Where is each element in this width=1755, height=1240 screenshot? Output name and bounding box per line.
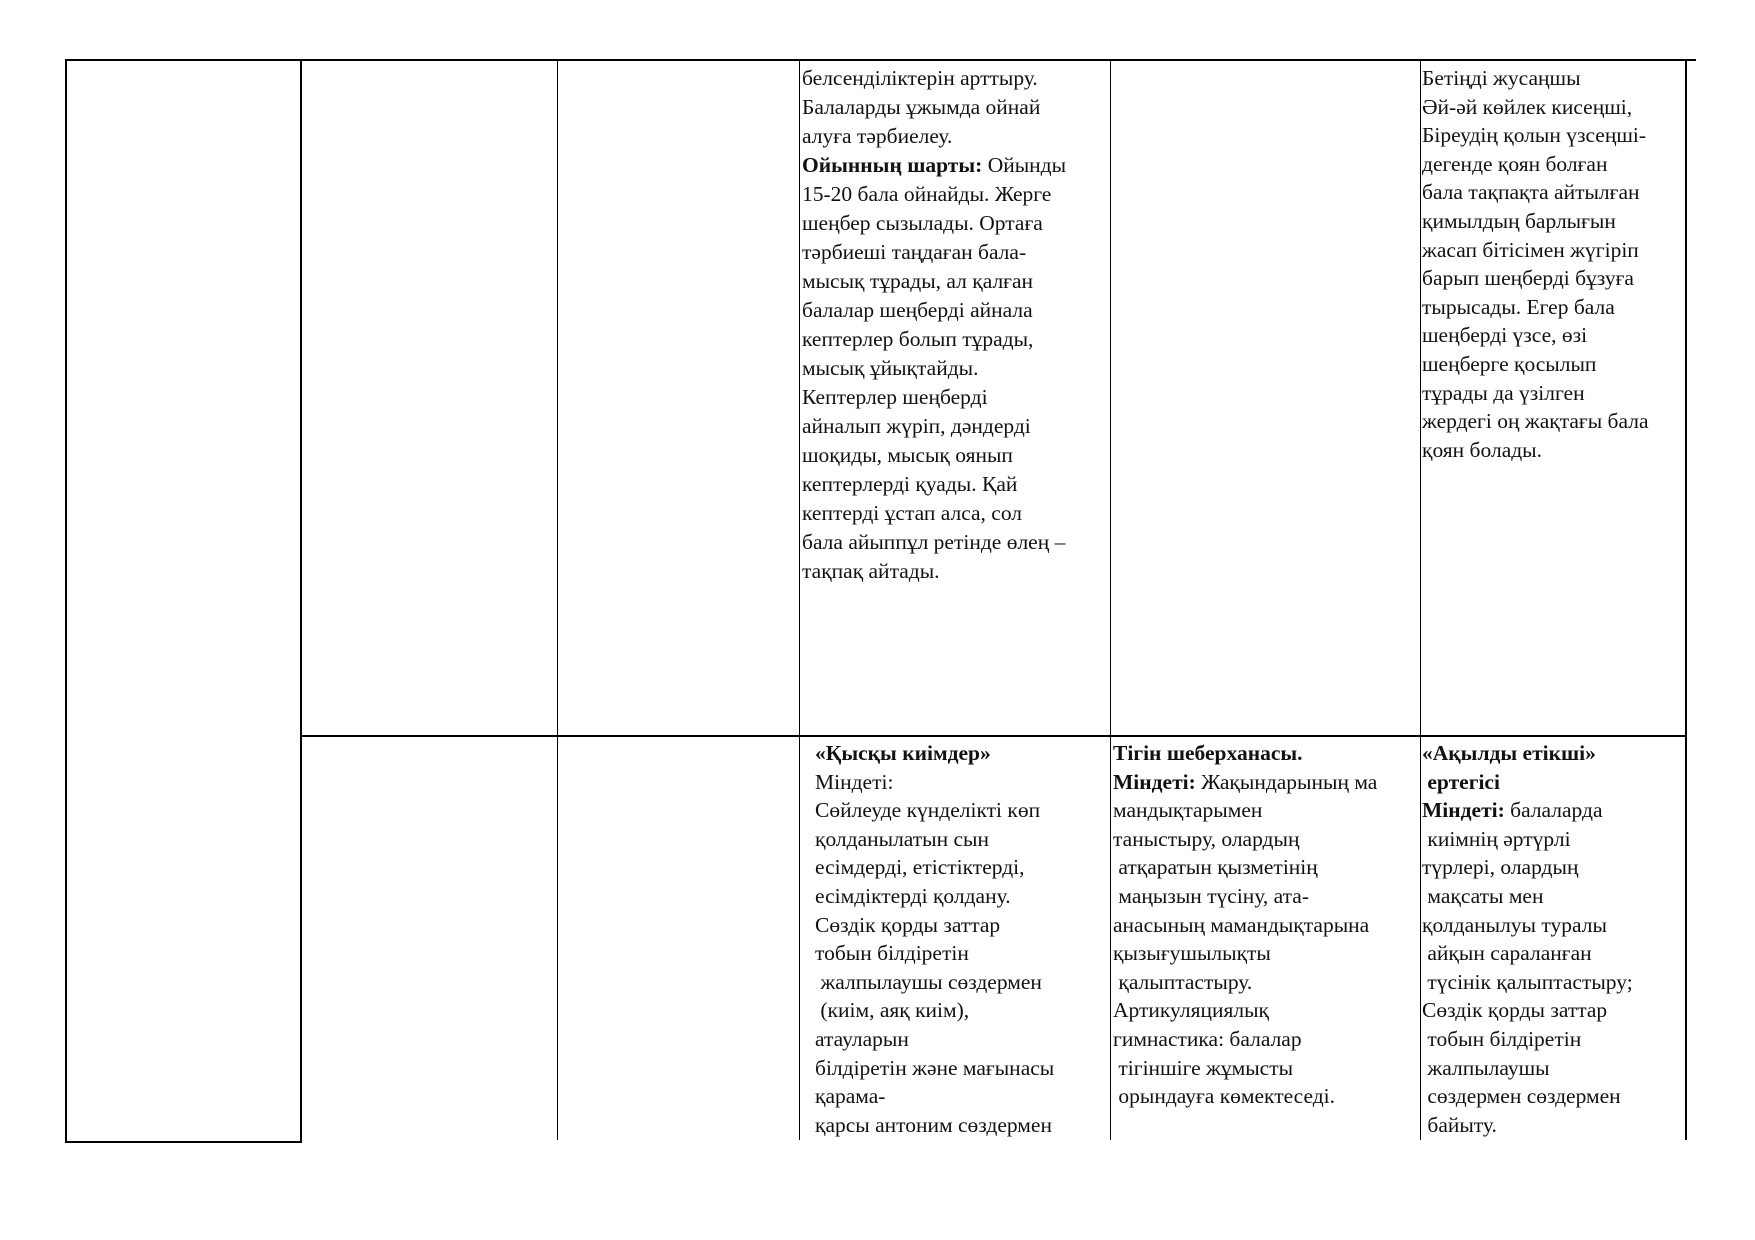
row2-col4-cell bbox=[815, 739, 1054, 1139]
text-line bbox=[1422, 264, 1649, 293]
text-line bbox=[815, 1082, 1054, 1111]
text-line bbox=[1422, 293, 1649, 322]
line-text: анасының мамандықтарына bbox=[1113, 912, 1370, 937]
bold-label: Міндеті: bbox=[1113, 769, 1196, 794]
text-line bbox=[1113, 1082, 1377, 1111]
text-line bbox=[1422, 1054, 1633, 1083]
text-line bbox=[802, 122, 1066, 151]
line-text: Бетіңді жусаңшы bbox=[1422, 66, 1581, 90]
text-line bbox=[1113, 739, 1377, 768]
line-text: Ойынды bbox=[982, 153, 1067, 177]
text-line bbox=[1422, 1111, 1633, 1140]
text-line bbox=[1113, 882, 1377, 911]
text-line bbox=[802, 383, 1066, 412]
text-line bbox=[802, 209, 1066, 238]
line-text: Жақындарының ма bbox=[1195, 769, 1378, 794]
line-text: есімдерді, етістіктерді, bbox=[815, 855, 1025, 880]
line-text: жалпылаушы сөздермен bbox=[815, 969, 1042, 994]
col3-divider bbox=[799, 59, 800, 1140]
text-line bbox=[1113, 1025, 1377, 1054]
bold-label: Ойынның шарты: bbox=[802, 153, 983, 177]
row2-col6-cell bbox=[1422, 739, 1633, 1139]
line-text: барып шеңберді бұзуға bbox=[1422, 266, 1634, 291]
line-text: мандықтарымен bbox=[1113, 798, 1263, 823]
text-line bbox=[1422, 796, 1633, 825]
line-text: киімнің әртүрлі bbox=[1422, 826, 1571, 851]
line-text: тәрбиеші таңдаған бала- bbox=[802, 240, 1027, 264]
line-text: Балаларды ұжымда ойнай bbox=[802, 95, 1041, 119]
line-text: есімдіктерді қолдану. bbox=[815, 883, 1011, 908]
line-text: жалпылаушы bbox=[1422, 1055, 1550, 1080]
line-text: гимнастика: балалар bbox=[1113, 1026, 1302, 1051]
text-line bbox=[815, 1111, 1054, 1140]
text-line bbox=[815, 911, 1054, 940]
col4-divider bbox=[1110, 59, 1111, 1140]
line-text: шоқиды, мысық оянып bbox=[802, 443, 1013, 467]
line-text: тобын білдіретін bbox=[1422, 1026, 1582, 1051]
text-line bbox=[815, 825, 1054, 854]
table-border-left bbox=[65, 59, 67, 1142]
text-line bbox=[815, 768, 1054, 797]
text-line bbox=[802, 499, 1066, 528]
row1-col6-cell bbox=[1422, 64, 1649, 464]
line-text: кептерді ұстап алса, сол bbox=[802, 501, 1023, 525]
text-line bbox=[1422, 178, 1649, 207]
line-text: мысық тұрады, ал қалған bbox=[802, 269, 1034, 293]
text-line bbox=[802, 93, 1066, 122]
row1-col4-cell bbox=[802, 64, 1066, 586]
text-line bbox=[1422, 150, 1649, 179]
text-line bbox=[815, 853, 1054, 882]
line-text: орындауға көмектеседі. bbox=[1113, 1084, 1336, 1109]
text-line bbox=[1113, 1054, 1377, 1083]
line-text: қолданылатын сын bbox=[815, 826, 990, 851]
text-line bbox=[1113, 911, 1377, 940]
line-text: кептерлер болып тұрады, bbox=[802, 327, 1034, 351]
bold-label: ертегісі bbox=[1422, 769, 1500, 794]
text-line bbox=[1422, 911, 1633, 940]
line-text: шеңберді үзсе, өзі bbox=[1422, 323, 1588, 348]
table-border-top bbox=[65, 59, 1696, 61]
line-text: таныстыру, олардың bbox=[1113, 826, 1300, 851]
line-text: алуға тәрбиелеу. bbox=[802, 124, 953, 148]
line-text: қолданылуы туралы bbox=[1422, 912, 1607, 937]
text-line bbox=[815, 968, 1054, 997]
line-text: қызығушылықты bbox=[1113, 941, 1271, 966]
line-text: қимылдың барлығын bbox=[1422, 208, 1616, 233]
text-line bbox=[802, 557, 1066, 586]
line-text: мысық ұйықтайды. bbox=[802, 356, 979, 380]
line-text: тігіншіге жұмысты bbox=[1113, 1055, 1294, 1080]
line-text: кептерлерді қуады. Қай bbox=[802, 472, 1018, 496]
line-text: Кептерлер шеңберді bbox=[802, 385, 988, 409]
text-line bbox=[1422, 93, 1649, 122]
line-text: түсінік қалыптастыру; bbox=[1422, 969, 1633, 994]
line-text: тобын білдіретін bbox=[815, 941, 969, 966]
text-line bbox=[1422, 853, 1633, 882]
text-line bbox=[1422, 1082, 1633, 1111]
line-text: Әй-әй көйлек кисеңші, bbox=[1422, 94, 1633, 119]
text-line bbox=[815, 739, 1054, 768]
line-text: түрлері, олардың bbox=[1422, 855, 1579, 880]
text-line bbox=[802, 151, 1066, 180]
text-line bbox=[815, 796, 1054, 825]
col5-divider bbox=[1420, 59, 1421, 1140]
text-line bbox=[802, 528, 1066, 557]
line-text: шеңбер сызылады. Ортаға bbox=[802, 211, 1043, 235]
text-line bbox=[802, 180, 1066, 209]
text-line bbox=[1422, 379, 1649, 408]
line-text: Біреудің қолын үзсеңші- bbox=[1422, 123, 1647, 148]
text-line bbox=[802, 267, 1066, 296]
text-line bbox=[1422, 407, 1649, 436]
line-text: білдіретін және мағынасы bbox=[815, 1055, 1055, 1080]
line-text: тырысады. Егер бала bbox=[1422, 294, 1615, 319]
text-line bbox=[815, 1025, 1054, 1054]
table-border-bottom-col1 bbox=[65, 1141, 302, 1143]
bold-label: «Ақылды етікші» bbox=[1422, 741, 1596, 765]
line-text: байыту. bbox=[1422, 1112, 1497, 1137]
text-line bbox=[1422, 207, 1649, 236]
line-text: атқаратын қызметінің bbox=[1113, 855, 1318, 880]
bold-label: Міндеті: bbox=[1422, 798, 1505, 823]
text-line bbox=[1113, 939, 1377, 968]
line-text: айқын сараланған bbox=[1422, 941, 1592, 966]
line-text: 15-20 бала ойнайды. Жерге bbox=[802, 182, 1052, 206]
text-line bbox=[1422, 939, 1633, 968]
text-line bbox=[1113, 825, 1377, 854]
table-border-right bbox=[1685, 59, 1687, 1140]
line-text: Сөздік қорды заттар bbox=[815, 912, 1001, 937]
line-text: балалар шеңберді айнала bbox=[802, 298, 1033, 322]
line-text: Сөйлеуде күнделікті көп bbox=[815, 798, 1041, 823]
text-line bbox=[815, 882, 1054, 911]
bold-label: Тігін шеберханасы. bbox=[1113, 741, 1303, 765]
row2-col5-cell bbox=[1113, 739, 1377, 1111]
text-line bbox=[802, 325, 1066, 354]
line-text: Міндеті: bbox=[815, 769, 894, 794]
line-text: (киім, аяқ киім), bbox=[815, 998, 970, 1023]
text-line bbox=[1113, 853, 1377, 882]
col2-divider bbox=[557, 59, 558, 1140]
row-divider bbox=[300, 735, 1687, 737]
line-text: шеңберге қосылып bbox=[1422, 351, 1597, 376]
text-line bbox=[802, 441, 1066, 470]
line-text: Артикуляциялық bbox=[1113, 998, 1269, 1023]
text-line bbox=[1113, 968, 1377, 997]
line-text: бала тақпақта айтылған bbox=[1422, 180, 1640, 205]
line-text: тұрады да үзілген bbox=[1422, 380, 1585, 405]
text-line bbox=[1422, 436, 1649, 465]
text-line bbox=[802, 470, 1066, 499]
text-line bbox=[1422, 236, 1649, 265]
text-line bbox=[1422, 1025, 1633, 1054]
text-line bbox=[1422, 64, 1649, 93]
text-line bbox=[1422, 768, 1633, 797]
text-line bbox=[802, 412, 1066, 441]
line-text: қарсы антоним сөздермен bbox=[815, 1112, 1052, 1137]
text-line bbox=[1422, 739, 1633, 768]
bold-label: «Қысқы киімдер» bbox=[815, 741, 991, 765]
text-line bbox=[1422, 996, 1633, 1025]
line-text: қалыптастыру. bbox=[1113, 969, 1253, 994]
line-text: тақпақ айтады. bbox=[802, 559, 940, 583]
text-line bbox=[815, 1054, 1054, 1083]
line-text: жасап бітісімен жүгіріп bbox=[1422, 237, 1639, 262]
col1-divider bbox=[300, 59, 302, 1143]
text-line bbox=[802, 354, 1066, 383]
line-text: қарама- bbox=[815, 1084, 886, 1109]
line-text: сөздермен сөздермен bbox=[1422, 1084, 1621, 1109]
line-text: балаларда bbox=[1504, 798, 1603, 823]
text-line bbox=[1113, 996, 1377, 1025]
text-line bbox=[802, 238, 1066, 267]
text-line bbox=[1422, 321, 1649, 350]
text-line bbox=[802, 296, 1066, 325]
line-text: атауларын bbox=[815, 1026, 909, 1051]
line-text: қоян болады. bbox=[1422, 437, 1542, 462]
line-text: айналып жүріп, дәндерді bbox=[802, 414, 1031, 438]
line-text: мақсаты мен bbox=[1422, 883, 1544, 908]
line-text: бала айыппұл ретінде өлең – bbox=[802, 530, 1066, 554]
line-text: белсенділіктерін арттыру. bbox=[802, 66, 1038, 90]
text-line bbox=[1422, 968, 1633, 997]
text-line bbox=[1422, 825, 1633, 854]
line-text: дегенде қоян болған bbox=[1422, 151, 1608, 176]
line-text: Сөздік қорды заттар bbox=[1422, 998, 1608, 1023]
text-line bbox=[1113, 768, 1377, 797]
text-line bbox=[1422, 350, 1649, 379]
text-line bbox=[1113, 796, 1377, 825]
text-line bbox=[1422, 121, 1649, 150]
line-text: жердегі оң жақтағы бала bbox=[1422, 409, 1649, 434]
line-text: маңызын түсіну, ата- bbox=[1113, 883, 1310, 908]
text-line bbox=[1422, 882, 1633, 911]
text-line bbox=[815, 939, 1054, 968]
text-line bbox=[815, 996, 1054, 1025]
text-line bbox=[802, 64, 1066, 93]
